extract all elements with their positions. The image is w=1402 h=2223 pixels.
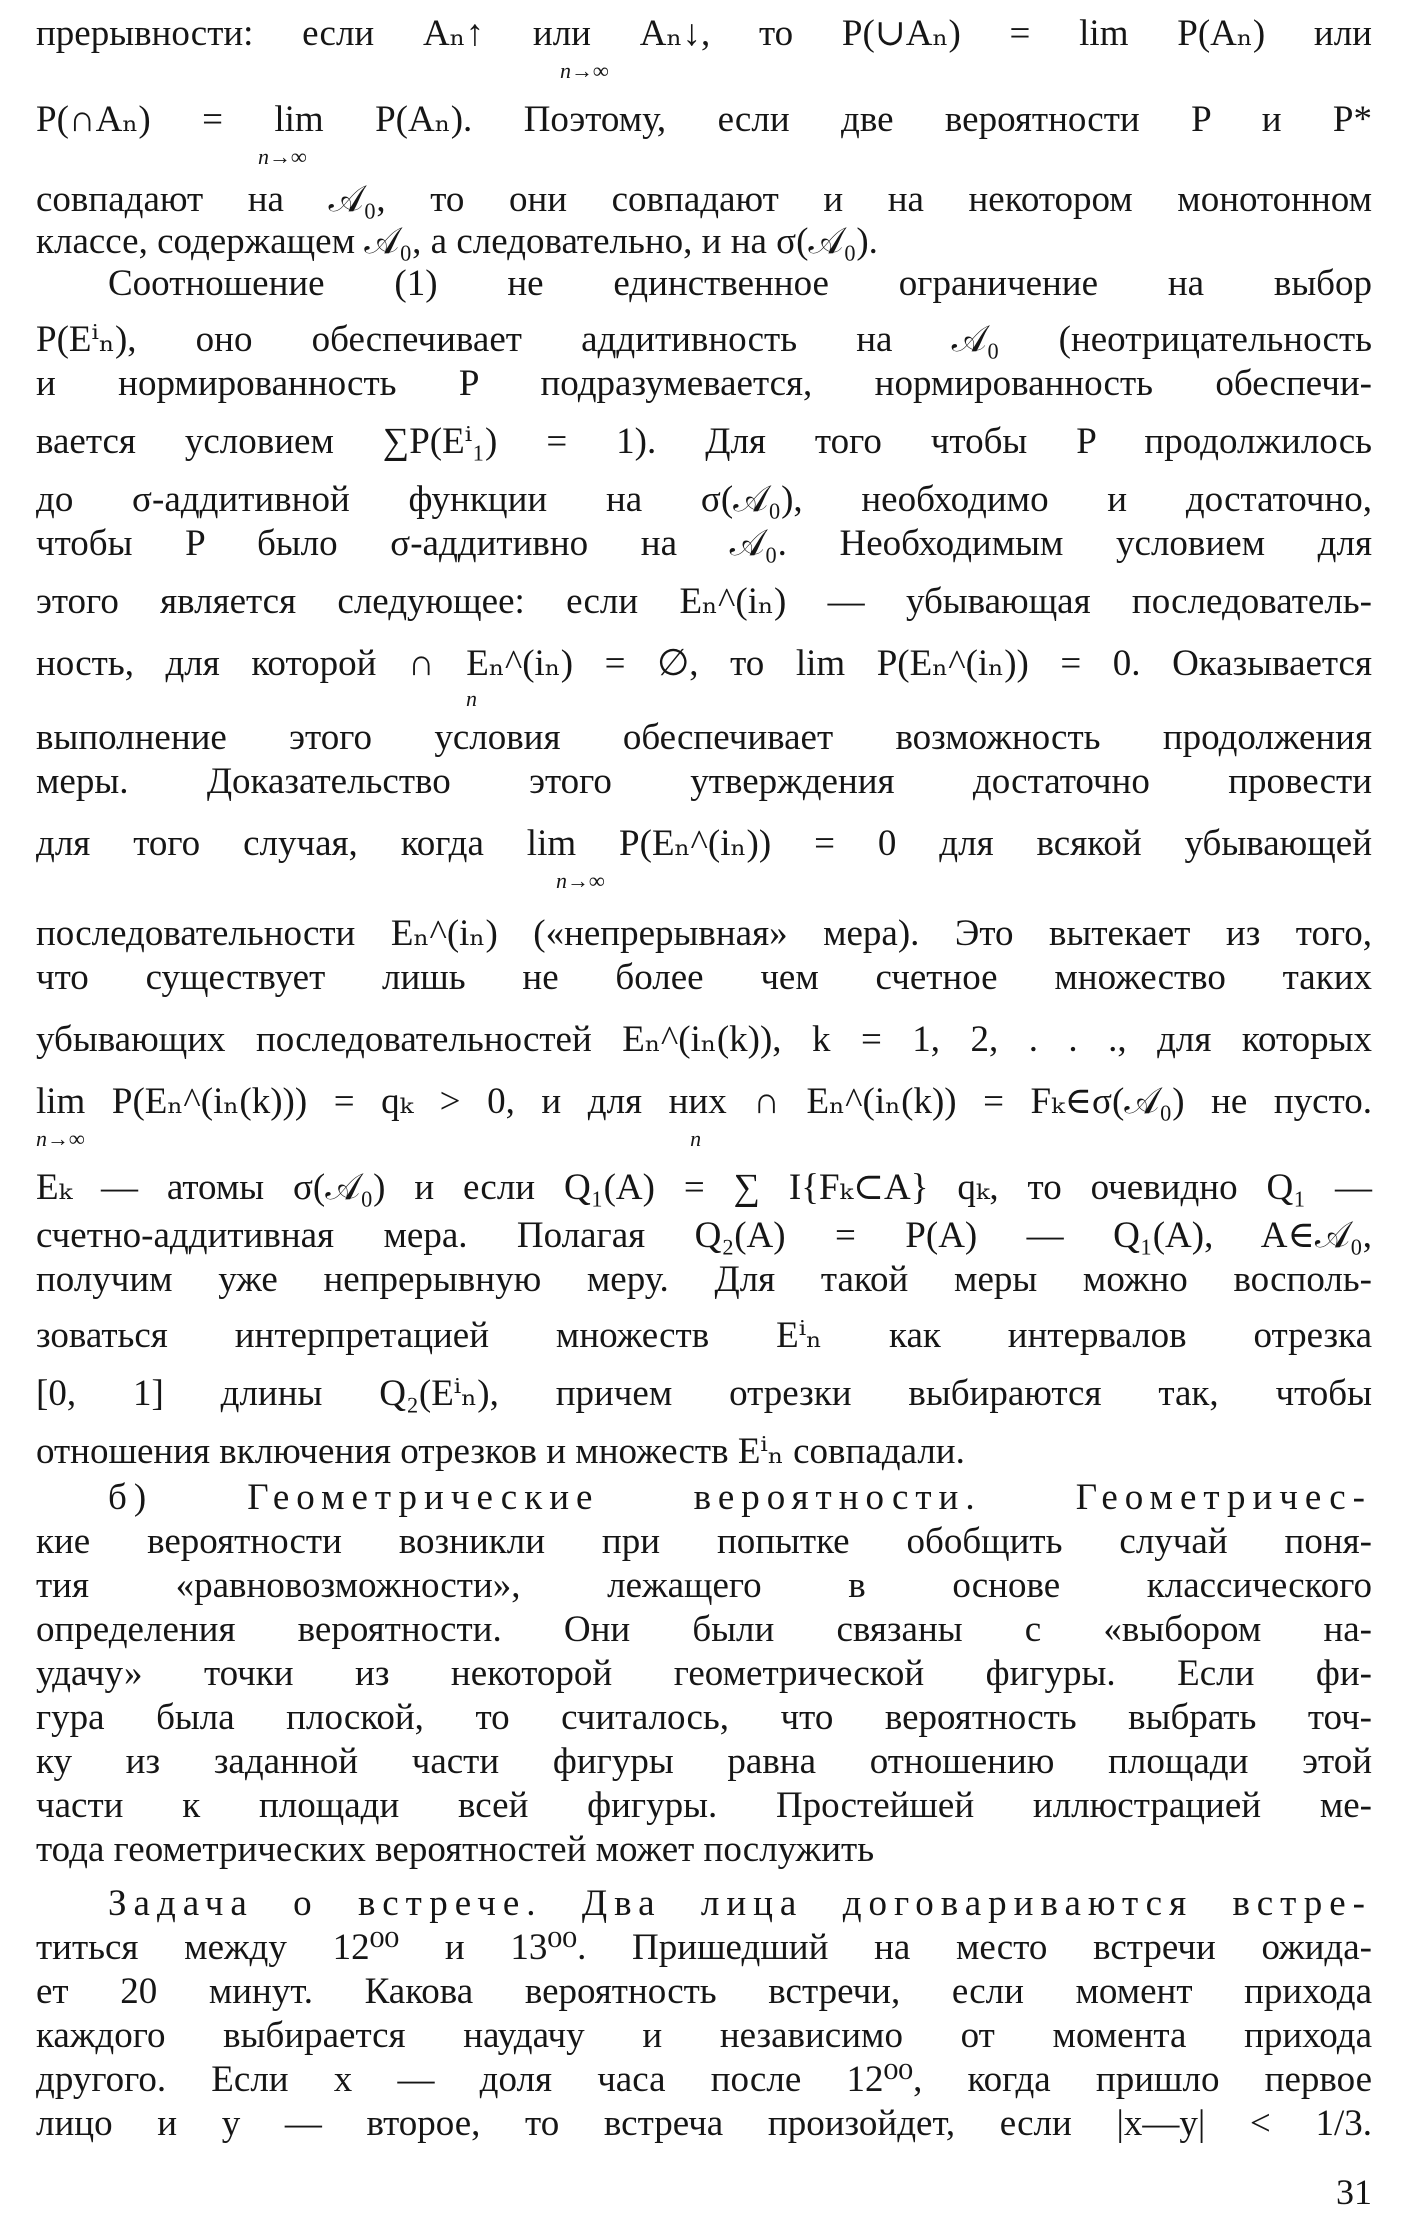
text-line: ность, для которой ∩ Eₙ^(iₙ) = ∅, то lim P(Eₙ^(iₙ)) = 0. Оказывается [36, 643, 1372, 684]
text-line: каждого выбирается наудачу и независимо от момента прихода [36, 2015, 1372, 2056]
text-line: P(Eⁱₙ), оно обеспечивает аддитивность на 𝒜₀ (неотрицательность [36, 319, 1372, 360]
text-line: кие вероятности возникли при попытке обобщить случай поня- [36, 1521, 1372, 1562]
problem-heading-line: Задача о встрече. Два лица договариваются встре- [108, 1883, 1372, 1924]
text-line: P(∩Aₙ) = lim P(Aₙ). Поэтому, если две вероятности P и P* [36, 99, 1372, 140]
text-line: гура была плоской, то считалось, что вероятность выбрать точ- [36, 1697, 1372, 1738]
text-line: классе, содержащем 𝒜₀, а следовательно, и на σ(𝒜₀). [36, 221, 878, 262]
text-line: lim P(Eₙ^(iₙ(k))) = qₖ > 0, и для них ∩ Eₙ^(iₙ(k)) = Fₖ∈σ(𝒜₀) не пусто. [36, 1081, 1372, 1122]
text-line: удачу» точки из некоторой геометрической фигуры. Если фи- [36, 1653, 1372, 1694]
text-line: ет 20 минут. Какова вероятность встречи, если момент прихода [36, 1971, 1372, 2012]
text-line: чтобы P было σ-аддитивно на 𝒜₀. Необходимым условием для [36, 523, 1372, 564]
text-line: [0, 1] длины Q₂(Eⁱₙ), причем отрезки выбираются так, чтобы [36, 1373, 1372, 1414]
text-line: титься между 12⁰⁰ и 13⁰⁰. Пришедший на место встречи ожида- [36, 1927, 1372, 1968]
text-line: отношения включения отрезков и множеств Eⁱₙ совпадали. [36, 1431, 965, 1472]
text-line: выполнение этого условия обеспечивает возможность продолжения [36, 717, 1372, 758]
text-line-subscript: n→∞ [258, 144, 307, 169]
section-heading-line: б) Геометрические вероятности. Геометричес- [108, 1477, 1372, 1518]
text-line-subscript: n→∞ [556, 868, 605, 893]
text-line: и нормированность P подразумевается, нормированность обеспечи- [36, 363, 1372, 404]
text-line-subscript: n→∞ [560, 58, 609, 83]
text-line: совпадают на 𝒜₀, то они совпадают и на некотором монотонном [36, 179, 1372, 220]
text-line-subscript: n [466, 686, 477, 711]
text-line: вается условием ∑P(Eⁱ₁) = 1). Для того чтобы P продолжилось [36, 421, 1372, 462]
text-line: счетно-аддитивная мера. Полагая Q₂(A) = P(A) — Q₁(A), A∈𝒜₀, [36, 1215, 1372, 1256]
text-line: до σ-аддитивной функции на σ(𝒜₀), необходимо и достаточно, [36, 479, 1372, 520]
text-line: определения вероятности. Они были связаны с «выбором на- [36, 1609, 1372, 1650]
text-line: меры. Доказательство этого утверждения достаточно провести [36, 761, 1372, 802]
text-line: что существует лишь не более чем счетное множество таких [36, 957, 1372, 998]
text-line: для того случая, когда lim P(Eₙ^(iₙ)) = 0 для всякой убывающей [36, 823, 1372, 864]
text-line-subscript: n→∞ n [36, 1126, 702, 1151]
text-line: Соотношение (1) не единственное ограничение на выбор [108, 263, 1372, 304]
text-line: другого. Если x — доля часа после 12⁰⁰, когда пришло первое [36, 2059, 1372, 2100]
text-line: этого является следующее: если Eₙ^(iₙ) — убывающая последователь- [36, 581, 1372, 622]
text-line: ку из заданной части фигуры равна отношению площади этой [36, 1741, 1372, 1782]
text-line: зоваться интерпретацией множеств Eⁱₙ как интервалов отрезка [36, 1315, 1372, 1356]
page-number: 31 [1336, 2172, 1372, 2212]
text-line: тода геометрических вероятностей может послужить [36, 1829, 875, 1870]
text-line: получим уже непрерывную меру. Для такой меры можно восполь- [36, 1259, 1372, 1300]
text-line: последовательности Eₙ^(iₙ) («непрерывная» мера). Это вытекает из того, [36, 913, 1372, 954]
text-line: убывающих последовательностей Eₙ^(iₙ(k)), k = 1, 2, . . ., для которых [36, 1019, 1372, 1060]
text-line: лицо и y — второе, то встреча произойдет, если |x—y| < 1/3. [36, 2103, 1372, 2144]
text-line: прерывности: если Aₙ↑ или Aₙ↓, то P(∪Aₙ) = lim P(Aₙ) или [36, 13, 1372, 54]
text-line: тия «равновозможности», лежащего в основе классического [36, 1565, 1372, 1606]
text-line: части к площади всей фигуры. Простейшей иллюстрацией ме- [36, 1785, 1372, 1826]
text-line: Eₖ — атомы σ(𝒜₀) и если Q₁(A) = ∑ I{Fₖ⊂A} qₖ, то очевидно Q₁ — [36, 1167, 1372, 1208]
